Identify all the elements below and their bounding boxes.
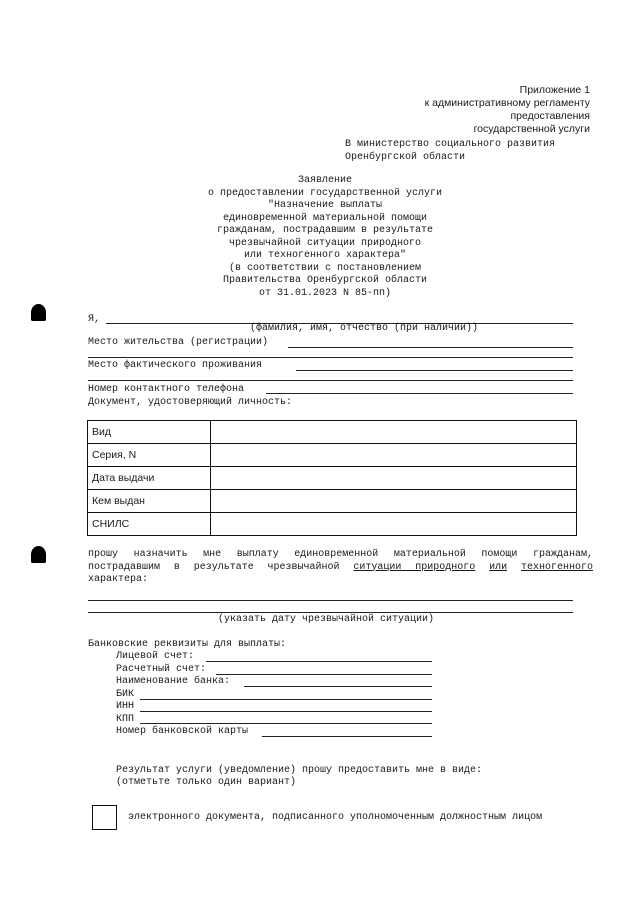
emergency-field-1[interactable] bbox=[88, 600, 573, 601]
addressee bbox=[345, 138, 555, 164]
kpp-label: КПП bbox=[116, 714, 135, 725]
title-line-1: Заявление bbox=[297, 175, 352, 186]
id-issued-by-label: Кем выдан bbox=[88, 490, 211, 513]
request-text-space bbox=[475, 562, 489, 573]
i-label: Я, bbox=[88, 314, 101, 325]
annex-line-3: предоставления bbox=[510, 110, 590, 122]
annex-line-2: к административному регламенту bbox=[424, 97, 590, 109]
title-line-5: гражданам, пострадавшим в результате bbox=[216, 225, 434, 236]
id-type-field[interactable] bbox=[211, 421, 577, 444]
snils-label: СНИЛС bbox=[88, 513, 211, 536]
addressee-line-1: В министерство социального развития bbox=[345, 139, 556, 150]
name-hint: (фамилия, имя, отчество (при наличии)) bbox=[250, 323, 479, 334]
id-series-label: Серия, N bbox=[88, 444, 211, 467]
title-line-2: о предоставлении государственной услуги bbox=[207, 187, 443, 199]
inn-field[interactable] bbox=[140, 711, 432, 712]
phone-field[interactable] bbox=[266, 393, 573, 394]
phone-label: Номер контактного телефона bbox=[88, 384, 245, 395]
kpp-field[interactable] bbox=[140, 723, 432, 724]
request-paragraph bbox=[88, 549, 593, 587]
bik-field[interactable] bbox=[140, 699, 432, 700]
residence-field[interactable] bbox=[288, 347, 573, 348]
actual-residence-field[interactable] bbox=[296, 370, 573, 371]
addressee-line-2: Оренбургской области bbox=[345, 152, 466, 163]
request-text-underlined-3: техногенного bbox=[520, 561, 593, 573]
residence-label: Место жительства (регистрации) bbox=[88, 337, 269, 348]
binder-hole-top bbox=[31, 304, 46, 321]
title-line-10: от 31.01.2023 N 85-пп) bbox=[258, 287, 392, 299]
request-text-underlined-1: ситуации природного bbox=[353, 561, 476, 573]
bank-name-label: Наименование банка: bbox=[116, 676, 231, 687]
id-issue-date-field[interactable] bbox=[211, 467, 577, 490]
title-line-4: единовременной материальной помощи bbox=[222, 212, 428, 224]
title-line-9: Правительства Оренбургской области bbox=[222, 275, 428, 286]
bank-heading: Банковские реквизиты для выплаты: bbox=[88, 639, 287, 650]
card-number-field[interactable] bbox=[262, 736, 432, 737]
title-line-3: "Назначение выплаты bbox=[267, 200, 383, 211]
request-text-end: характера: bbox=[88, 574, 149, 585]
bik-label: БИК bbox=[116, 689, 135, 700]
title-line-7: или техногенного характера" bbox=[243, 250, 407, 261]
id-type-label: Вид bbox=[88, 421, 211, 444]
annex-line-1: Приложение 1 bbox=[519, 84, 590, 96]
actual-residence-field-2[interactable] bbox=[88, 380, 573, 381]
result-delivery-hint: (отметьте только один вариант) bbox=[116, 777, 297, 788]
annex-line-4: государственной услуги bbox=[473, 123, 590, 135]
title-line-8: (в соответствии с постановлением bbox=[228, 262, 422, 274]
snils-field[interactable] bbox=[211, 513, 577, 536]
result-delivery-label: Результат услуги (уведомление) прошу предоставить мне в виде: bbox=[116, 765, 483, 776]
bank-name-field[interactable] bbox=[244, 686, 432, 687]
request-text-space bbox=[507, 562, 521, 573]
card-number-label: Номер банковской карты bbox=[116, 726, 249, 737]
request-text-underlined-2: или bbox=[489, 561, 508, 573]
emergency-date-field[interactable] bbox=[88, 612, 573, 613]
actual-residence-label: Место фактического проживания bbox=[88, 360, 263, 371]
document-title bbox=[190, 175, 460, 300]
settlement-account-field[interactable] bbox=[216, 674, 432, 675]
table-row bbox=[88, 467, 577, 490]
id-issued-by-field[interactable] bbox=[211, 490, 577, 513]
electronic-document-checkbox[interactable] bbox=[92, 805, 117, 830]
id-document-label: Документ, удостоверяющий личность: bbox=[88, 397, 293, 408]
binder-hole-bottom bbox=[31, 546, 46, 563]
annex-header bbox=[425, 84, 590, 136]
table-row bbox=[88, 421, 577, 444]
request-text: прошу назначить мне выплату единовременной материальной помощи гражданам, пострадавшим в результате чрезвычайной bbox=[88, 549, 593, 573]
personal-account-label: Лицевой счет: bbox=[116, 651, 195, 662]
residence-field-2[interactable] bbox=[88, 357, 573, 358]
title-line-6: чрезвычайной ситуации природного bbox=[228, 237, 422, 249]
table-row bbox=[88, 490, 577, 513]
electronic-document-option: электронного документа, подписанного уполномоченным должностным лицом bbox=[128, 812, 543, 823]
settlement-account-label: Расчетный счет: bbox=[116, 664, 207, 675]
personal-account-field[interactable] bbox=[206, 661, 432, 662]
emergency-date-hint: (указать дату чрезвычайной ситуации) bbox=[218, 614, 435, 625]
table-row bbox=[88, 444, 577, 467]
id-document-table bbox=[87, 420, 577, 536]
id-series-field[interactable] bbox=[211, 444, 577, 467]
id-issue-date-label: Дата выдачи bbox=[88, 467, 211, 490]
inn-label: ИНН bbox=[116, 701, 135, 712]
table-row bbox=[88, 513, 577, 536]
